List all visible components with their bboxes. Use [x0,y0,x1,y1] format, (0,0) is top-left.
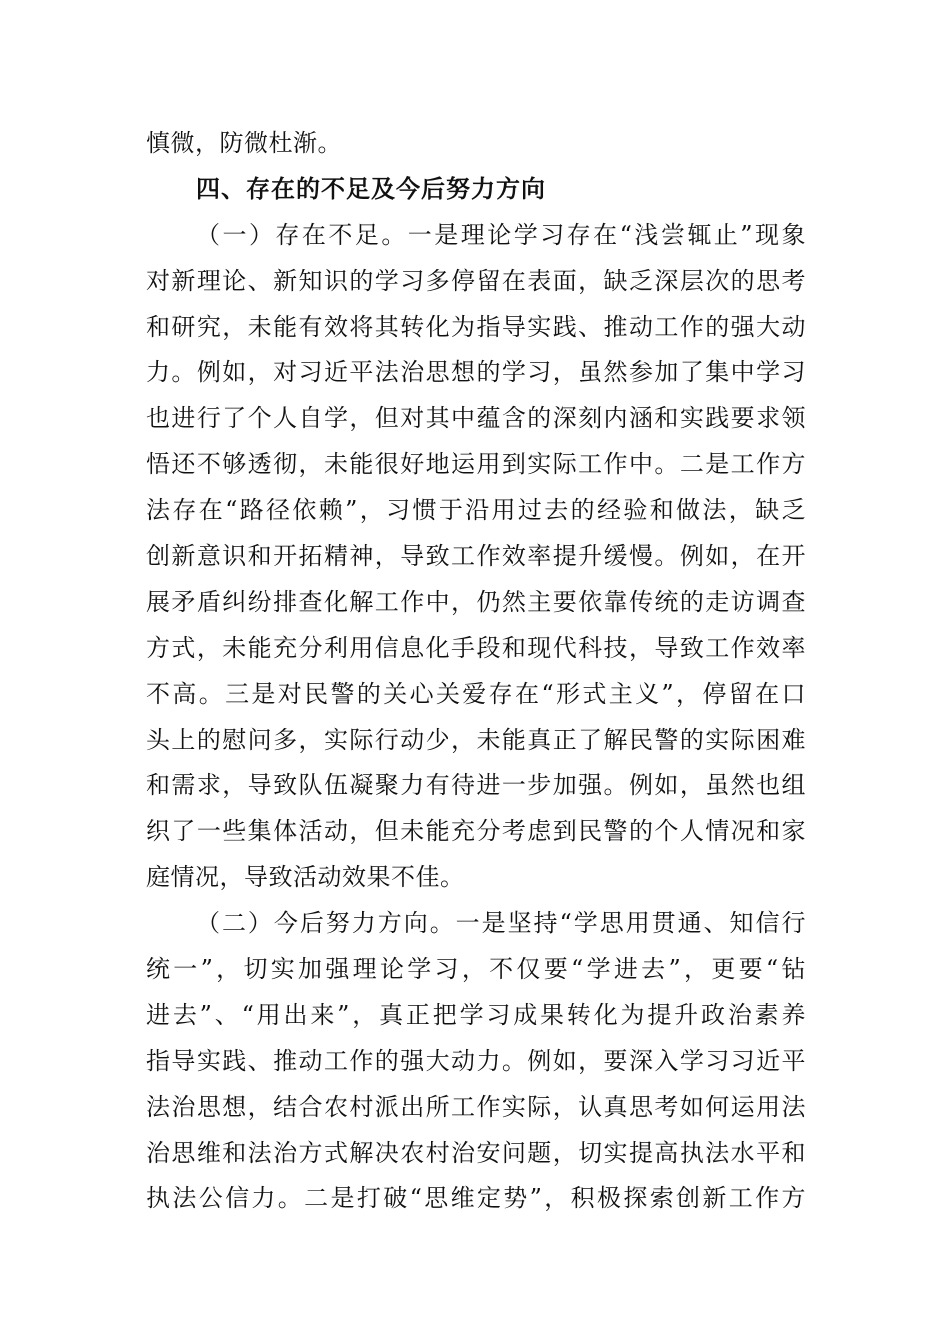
paragraph-line: 创新意识和开拓精神，导致工作效率提升缓慢。例如，在开 [146,542,806,571]
paragraph-line: 头上的慰问多，实际行动少，未能真正了解民警的实际困难 [146,725,806,754]
paragraph-line: 庭情况，导致活动效果不佳。 [146,863,465,892]
paragraph-line: 也进行了个人自学，但对其中蕴含的深刻内涵和实践要求领 [146,404,806,433]
paragraph-line: 对新理论、新知识的学习多停留在表面，缺乏深层次的思考 [146,266,806,295]
paragraph-line: 统一”，切实加强理论学习，不仅要“学进去”，更要“钻 [146,955,806,984]
section-heading: 四、存在的不足及今后努力方向 [196,174,546,203]
paragraph-line: 慎微，防微杜渐。 [146,129,342,157]
paragraph-line: 法治思想，结合农村派出所工作实际，认真思考如何运用法 [146,1092,806,1121]
paragraph-line: 进去”、“用出来”，真正把学习成果转化为提升政治素养 [146,1000,806,1029]
paragraph-line: 悟还不够透彻，未能很好地运用到实际工作中。二是工作方 [146,450,806,479]
paragraph-line: 治思维和法治方式解决农村治安问题，切实提高执法水平和 [146,1138,806,1167]
paragraph-line: 方式，未能充分利用信息化手段和现代科技，导致工作效率 [146,633,806,662]
paragraph-line: 展矛盾纠纷排查化解工作中，仍然主要依靠传统的走访调查 [146,587,806,616]
paragraph-line: （二）今后努力方向。一是坚持“学思用贯通、知信行 [196,909,806,938]
paragraph-line: （一）存在不足。一是理论学习存在“浅尝辄止”现象 [196,220,806,249]
paragraph-line: 指导实践、推动工作的强大动力。例如，要深入学习习近平 [146,1046,806,1075]
paragraph-line: 和研究，未能有效将其转化为指导实践、推动工作的强大动 [146,312,806,341]
paragraph-line: 法存在“路径依赖”，习惯于沿用过去的经验和做法，缺乏 [146,496,806,525]
document-body [146,121,806,1222]
paragraph-line: 织了一些集体活动，但未能充分考虑到民警的个人情况和家 [146,817,806,846]
paragraph-line: 执法公信力。二是打破“思维定势”，积极探索创新工作方 [146,1184,806,1213]
paragraph-line: 力。例如，对习近平法治思想的学习，虽然参加了集中学习 [146,358,806,387]
paragraph-line: 不高。三是对民警的关心关爱存在“形式主义”，停留在口 [146,679,806,708]
paragraph-line: 和需求，导致队伍凝聚力有待进一步加强。例如，虽然也组 [146,771,806,800]
